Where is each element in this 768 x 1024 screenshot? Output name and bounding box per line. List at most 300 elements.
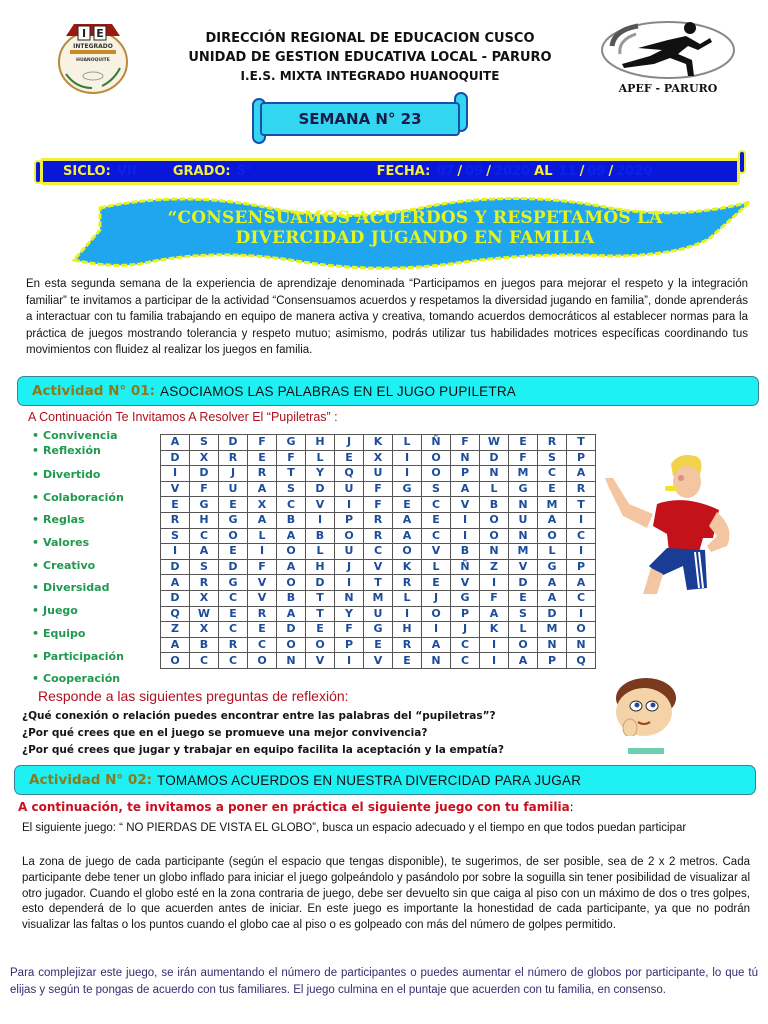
grid-cell[interactable]: N bbox=[480, 544, 509, 560]
grid-cell[interactable]: H bbox=[393, 622, 422, 638]
grid-cell[interactable]: V bbox=[248, 575, 277, 591]
grid-cell[interactable]: O bbox=[422, 606, 451, 622]
grado-label: GRADO: bbox=[172, 164, 231, 179]
word-item: • Divertido bbox=[32, 464, 147, 487]
grid-cell[interactable]: A bbox=[161, 637, 190, 653]
grid-cell[interactable]: I bbox=[451, 512, 480, 528]
grid-cell[interactable]: A bbox=[393, 512, 422, 528]
grid-cell[interactable]: V bbox=[248, 590, 277, 606]
grid-cell[interactable]: D bbox=[306, 481, 335, 497]
grid-cell[interactable]: Ñ bbox=[422, 435, 451, 451]
grid-cell[interactable]: I bbox=[567, 512, 596, 528]
grid-cell[interactable]: L bbox=[393, 590, 422, 606]
grid-cell[interactable]: J bbox=[422, 590, 451, 606]
grid-cell[interactable]: B bbox=[277, 512, 306, 528]
fecha-label: FECHA: bbox=[376, 164, 431, 179]
grid-row bbox=[161, 497, 596, 513]
grid-cell[interactable]: C bbox=[190, 528, 219, 544]
grid-cell[interactable]: D bbox=[190, 466, 219, 482]
activity-2-number: Actividad N° 02: bbox=[29, 772, 153, 788]
activity-1-name: ASOCIAMOS LAS PALABRAS EN EL JUGO PUPILETRA bbox=[160, 383, 516, 399]
word-item: • Colaboración bbox=[32, 487, 147, 510]
grid-cell[interactable]: J bbox=[335, 559, 364, 575]
grid-cell[interactable]: F bbox=[364, 497, 393, 513]
grid-cell[interactable]: X bbox=[248, 497, 277, 513]
crest-letter-e: E bbox=[96, 27, 104, 40]
grid-cell[interactable]: F bbox=[248, 559, 277, 575]
grid-cell[interactable]: W bbox=[190, 606, 219, 622]
svg-text:HUANOQUITE: HUANOQUITE bbox=[76, 58, 110, 63]
grid-cell[interactable]: O bbox=[480, 528, 509, 544]
grid-cell[interactable]: G bbox=[190, 497, 219, 513]
grid-cell[interactable]: A bbox=[277, 528, 306, 544]
grid-cell[interactable]: Y bbox=[306, 466, 335, 482]
grid-cell[interactable]: S bbox=[538, 450, 567, 466]
grid-cell[interactable]: X bbox=[190, 590, 219, 606]
grid-cell[interactable]: I bbox=[567, 606, 596, 622]
grid-cell[interactable]: O bbox=[567, 622, 596, 638]
grid-cell[interactable]: V bbox=[509, 559, 538, 575]
grid-cell[interactable]: U bbox=[335, 481, 364, 497]
grid-cell[interactable]: I bbox=[567, 544, 596, 560]
grid-row bbox=[161, 575, 596, 591]
grid-cell[interactable]: I bbox=[393, 466, 422, 482]
grid-cell[interactable]: A bbox=[393, 528, 422, 544]
grid-cell[interactable]: I bbox=[335, 497, 364, 513]
grid-cell[interactable]: D bbox=[161, 590, 190, 606]
grid-cell[interactable]: D bbox=[219, 435, 248, 451]
grid-cell[interactable]: C bbox=[248, 637, 277, 653]
grid-cell[interactable]: F bbox=[277, 450, 306, 466]
grid-cell[interactable]: A bbox=[567, 466, 596, 482]
grid-cell[interactable]: V bbox=[451, 575, 480, 591]
word-item: • Creativo bbox=[32, 555, 147, 578]
grid-cell[interactable]: V bbox=[422, 544, 451, 560]
grid-cell[interactable]: Q bbox=[161, 606, 190, 622]
grid-cell[interactable]: R bbox=[190, 575, 219, 591]
grid-cell[interactable]: O bbox=[538, 528, 567, 544]
fecha-from-month: 09 bbox=[465, 164, 484, 179]
grid-cell[interactable]: F bbox=[451, 435, 480, 451]
activity-1-subtitle: A Continuación Te Invitamos A Resolver El “Pupiletras” : bbox=[28, 410, 338, 424]
grid-cell[interactable]: N bbox=[422, 653, 451, 669]
grid-cell[interactable]: A bbox=[538, 575, 567, 591]
activity-1-number: Actividad N° 01: bbox=[32, 383, 156, 399]
grid-row bbox=[161, 435, 596, 451]
word-item: • Juego bbox=[32, 600, 147, 623]
grid-cell[interactable]: L bbox=[306, 544, 335, 560]
grid-cell[interactable]: T bbox=[567, 435, 596, 451]
grid-cell[interactable]: C bbox=[567, 528, 596, 544]
date-separator: / bbox=[486, 164, 491, 179]
grid-cell[interactable]: T bbox=[306, 590, 335, 606]
grid-cell[interactable]: F bbox=[335, 622, 364, 638]
grid-cell[interactable]: H bbox=[306, 559, 335, 575]
grid-cell[interactable]: S bbox=[509, 606, 538, 622]
word-item: • Diversidad bbox=[32, 577, 147, 600]
title-line-2: DIVERCIDAD JUGANDO EN FAMILIA bbox=[235, 228, 595, 248]
activity-2-subtitle bbox=[18, 800, 574, 814]
grid-cell[interactable]: N bbox=[277, 653, 306, 669]
grid-cell[interactable]: O bbox=[306, 637, 335, 653]
grid-cell[interactable]: C bbox=[277, 497, 306, 513]
grid-cell[interactable]: U bbox=[335, 544, 364, 560]
grid-cell[interactable]: G bbox=[277, 435, 306, 451]
grid-cell[interactable]: G bbox=[393, 481, 422, 497]
grid-cell[interactable]: R bbox=[538, 435, 567, 451]
grid-cell[interactable]: Ñ bbox=[451, 559, 480, 575]
game-intro: El siguiente juego: “ NO PIERDAS DE VISTA EL GLOBO”, busca un espacio adecuado y el tiempo en que todos puedan participar bbox=[22, 822, 687, 834]
grid-row bbox=[161, 544, 596, 560]
grid-cell[interactable]: R bbox=[219, 637, 248, 653]
word-item: • Reflexión bbox=[32, 443, 147, 458]
grid-cell[interactable]: D bbox=[277, 622, 306, 638]
grid-cell[interactable]: R bbox=[248, 466, 277, 482]
activity-title bbox=[70, 208, 760, 248]
grid-cell[interactable]: R bbox=[567, 481, 596, 497]
grid-cell[interactable]: A bbox=[538, 590, 567, 606]
grid-cell[interactable]: A bbox=[248, 512, 277, 528]
course-info-bar bbox=[34, 156, 746, 188]
grid-cell[interactable]: X bbox=[190, 622, 219, 638]
grid-cell[interactable]: H bbox=[306, 435, 335, 451]
grid-cell[interactable]: E bbox=[422, 512, 451, 528]
game-rules: La zona de juego de cada participante (según el espacio que tengas disponible), te sugerimos, de ser posible, sea de 2 x 2 metros. Cada participante debe tener un globo inflado para iniciar el juego golpeándolo y pasándolo por sobre la soguilla sin tener posibilidad de visualizar al otro jugador. Cuando el globo esté en la zona contraria de juego, debe ser devuelto sin que caiga al piso con un máximo de dos o tres golpes, esto dependerá de lo que acuerden antes de iniciar. En este juego es importante la honestidad de cada participante, ya que no podrán visualizar las faltas o los puntos cuando el globo cae al piso o es golpeado con más del número de golpes permitido. bbox=[22, 856, 750, 932]
date-separator: / bbox=[608, 164, 614, 179]
grid-cell[interactable]: R bbox=[364, 528, 393, 544]
grid-cell[interactable]: E bbox=[219, 497, 248, 513]
grid-cell[interactable]: M bbox=[538, 497, 567, 513]
grid-cell[interactable]: T bbox=[364, 575, 393, 591]
grid-cell[interactable]: U bbox=[364, 466, 393, 482]
grid-cell[interactable]: O bbox=[277, 544, 306, 560]
word-item: • Convivencia bbox=[32, 428, 147, 443]
activity-2-banner bbox=[14, 765, 756, 795]
grid-cell[interactable]: A bbox=[480, 606, 509, 622]
grid-row bbox=[161, 606, 596, 622]
grid-cell[interactable]: O bbox=[219, 528, 248, 544]
grid-cell[interactable]: V bbox=[364, 653, 393, 669]
grid-cell[interactable]: E bbox=[161, 497, 190, 513]
grid-cell[interactable]: V bbox=[364, 559, 393, 575]
grid-cell[interactable]: L bbox=[393, 435, 422, 451]
grid-row bbox=[161, 528, 596, 544]
grid-cell[interactable]: J bbox=[335, 435, 364, 451]
grid-cell[interactable]: R bbox=[248, 606, 277, 622]
grid-cell[interactable]: J bbox=[219, 466, 248, 482]
grid-row bbox=[161, 512, 596, 528]
header-institution bbox=[170, 30, 570, 84]
grid-cell[interactable]: O bbox=[335, 528, 364, 544]
grid-cell[interactable]: O bbox=[277, 575, 306, 591]
grid-cell[interactable]: B bbox=[306, 528, 335, 544]
grid-cell[interactable]: P bbox=[335, 637, 364, 653]
grid-cell[interactable]: C bbox=[219, 653, 248, 669]
grid-cell[interactable]: P bbox=[567, 450, 596, 466]
grid-cell[interactable]: I bbox=[161, 466, 190, 482]
grid-cell[interactable]: C bbox=[364, 544, 393, 560]
grid-cell[interactable]: M bbox=[364, 590, 393, 606]
grid-cell[interactable]: A bbox=[277, 559, 306, 575]
grid-cell[interactable]: O bbox=[480, 512, 509, 528]
grid-cell[interactable]: E bbox=[509, 435, 538, 451]
grid-cell[interactable]: P bbox=[567, 559, 596, 575]
grid-cell[interactable]: I bbox=[480, 575, 509, 591]
grid-cell[interactable]: I bbox=[480, 653, 509, 669]
grid-cell[interactable]: O bbox=[248, 653, 277, 669]
grid-cell[interactable]: E bbox=[538, 481, 567, 497]
grid-cell[interactable]: N bbox=[567, 637, 596, 653]
grid-cell[interactable]: V bbox=[306, 497, 335, 513]
svg-text:INTEGRADO: INTEGRADO bbox=[73, 43, 113, 50]
info-bar-body bbox=[40, 158, 740, 185]
fecha-from-day: 07 bbox=[436, 164, 455, 179]
grid-row bbox=[161, 466, 596, 482]
grid-cell[interactable]: T bbox=[277, 466, 306, 482]
grid-cell[interactable]: C bbox=[567, 590, 596, 606]
grid-cell[interactable]: A bbox=[538, 512, 567, 528]
grid-cell[interactable]: C bbox=[219, 590, 248, 606]
grid-cell[interactable]: X bbox=[190, 450, 219, 466]
grid-cell[interactable]: D bbox=[306, 575, 335, 591]
reflection-title: Responde a las siguientes preguntas de reflexión: bbox=[38, 688, 349, 704]
word-list bbox=[32, 428, 147, 691]
grid-cell[interactable]: Y bbox=[335, 606, 364, 622]
grid-cell[interactable]: I bbox=[393, 450, 422, 466]
grid-cell[interactable]: P bbox=[451, 466, 480, 482]
grid-cell[interactable]: N bbox=[509, 528, 538, 544]
grid-cell[interactable]: C bbox=[451, 637, 480, 653]
header-line-2: UNIDAD DE GESTION EDUCATIVA LOCAL - PARURO bbox=[188, 50, 552, 65]
header-line-3: I.E.S. MIXTA INTEGRADO HUANOQUITE bbox=[240, 69, 500, 83]
grid-cell[interactable]: A bbox=[422, 637, 451, 653]
grid-cell[interactable]: C bbox=[451, 653, 480, 669]
grid-cell[interactable]: H bbox=[190, 512, 219, 528]
grid-row bbox=[161, 559, 596, 575]
grid-row bbox=[161, 590, 596, 606]
grid-cell[interactable]: G bbox=[509, 481, 538, 497]
grid-cell[interactable]: A bbox=[190, 544, 219, 560]
week-scroll-banner bbox=[250, 92, 472, 148]
word-item: • Cooperación bbox=[32, 668, 147, 691]
grid-cell[interactable]: K bbox=[480, 622, 509, 638]
grid-cell[interactable]: I bbox=[393, 606, 422, 622]
grid-cell[interactable]: E bbox=[219, 606, 248, 622]
grid-cell[interactable]: I bbox=[306, 512, 335, 528]
grid-cell[interactable]: G bbox=[451, 590, 480, 606]
intro-paragraph: En esta segunda semana de la experiencia de aprendizaje denominada “Participamos en juegos para mejorar el respeto y la integración familiar” te invitamos a participar de la actividad “Consensuamos acuerdos y respetamos la diversidad jugando en familia”, donde aprenderás a interactuar con tu familia trabajando en equipo de manera activa y creativa, tomando acuerdos democráticos al establecer normas para la práctica de juegos mostrando tolerancia y respeto mutuo; asimismo, podrás utilizar tus habilidades motrices específicas coordinando tus movimientos con fluidez al realizar los juegos en familia. bbox=[26, 278, 748, 356]
grid-cell[interactable]: E bbox=[248, 450, 277, 466]
activity-2-subtitle-text: A continuación, te invitamos a poner en práctica el siguiente juego con tu familia bbox=[18, 800, 570, 814]
grid-cell[interactable]: I bbox=[480, 637, 509, 653]
grid-cell[interactable]: N bbox=[335, 590, 364, 606]
grid-cell[interactable]: M bbox=[538, 622, 567, 638]
grid-cell[interactable]: M bbox=[509, 466, 538, 482]
grid-cell[interactable]: D bbox=[219, 559, 248, 575]
grid-cell[interactable]: L bbox=[422, 559, 451, 575]
grid-cell[interactable]: L bbox=[538, 544, 567, 560]
siclo-label: SICLO: bbox=[63, 164, 111, 179]
grid-cell[interactable]: S bbox=[277, 481, 306, 497]
grid-cell[interactable]: E bbox=[364, 637, 393, 653]
grid-cell[interactable]: A bbox=[161, 435, 190, 451]
grado-value: 5° bbox=[236, 164, 253, 179]
grid-cell[interactable]: U bbox=[509, 512, 538, 528]
grid-cell[interactable]: S bbox=[422, 481, 451, 497]
grid-cell[interactable]: R bbox=[364, 512, 393, 528]
grid-cell[interactable]: D bbox=[538, 606, 567, 622]
grid-cell[interactable]: N bbox=[480, 466, 509, 482]
grid-cell[interactable]: I bbox=[335, 653, 364, 669]
grid-cell[interactable]: E bbox=[248, 622, 277, 638]
question-3: ¿Por qué crees que jugar y trabajar en equipo facilita la aceptación y la empatía? bbox=[22, 744, 504, 756]
grid-cell[interactable]: V bbox=[306, 653, 335, 669]
grid-cell[interactable]: D bbox=[161, 559, 190, 575]
grid-cell[interactable]: J bbox=[451, 622, 480, 638]
grid-cell[interactable]: T bbox=[567, 497, 596, 513]
word-item: • Participación bbox=[32, 646, 147, 669]
grid-cell[interactable]: F bbox=[364, 481, 393, 497]
grid-cell[interactable]: S bbox=[190, 435, 219, 451]
grid-cell[interactable]: E bbox=[306, 622, 335, 638]
grid-cell[interactable]: S bbox=[190, 559, 219, 575]
grid-cell[interactable]: X bbox=[364, 450, 393, 466]
activity-1-banner bbox=[17, 376, 759, 406]
grid-cell[interactable]: Z bbox=[161, 622, 190, 638]
grid-cell[interactable]: P bbox=[538, 653, 567, 669]
grid-cell[interactable]: A bbox=[161, 575, 190, 591]
grid-cell[interactable]: W bbox=[480, 435, 509, 451]
grid-cell[interactable]: O bbox=[509, 637, 538, 653]
grid-cell[interactable]: G bbox=[364, 622, 393, 638]
grid-cell[interactable]: E bbox=[335, 450, 364, 466]
grid-cell[interactable]: G bbox=[219, 512, 248, 528]
grid-cell[interactable]: Z bbox=[480, 559, 509, 575]
grid-cell[interactable]: F bbox=[190, 481, 219, 497]
grid-cell[interactable]: F bbox=[509, 450, 538, 466]
grid-cell[interactable]: T bbox=[306, 606, 335, 622]
grid-cell[interactable]: L bbox=[509, 622, 538, 638]
grid-cell[interactable]: P bbox=[451, 606, 480, 622]
grid-cell[interactable]: N bbox=[451, 450, 480, 466]
grid-row bbox=[161, 481, 596, 497]
grid-cell[interactable]: O bbox=[393, 544, 422, 560]
grid-row bbox=[161, 653, 596, 669]
grid-cell[interactable]: D bbox=[509, 575, 538, 591]
grid-cell[interactable]: C bbox=[538, 466, 567, 482]
grid-cell[interactable]: C bbox=[422, 528, 451, 544]
grid-cell[interactable]: E bbox=[393, 653, 422, 669]
grid-cell[interactable]: M bbox=[509, 544, 538, 560]
grid-cell[interactable]: B bbox=[277, 590, 306, 606]
grid-cell[interactable]: K bbox=[364, 435, 393, 451]
word-item: • Reglas bbox=[32, 509, 147, 532]
apef-paruro-logo bbox=[598, 18, 738, 96]
grid-cell[interactable]: V bbox=[161, 481, 190, 497]
grid-cell[interactable]: U bbox=[364, 606, 393, 622]
grid-cell[interactable]: R bbox=[161, 512, 190, 528]
grid-cell[interactable]: I bbox=[451, 528, 480, 544]
grid-row bbox=[161, 622, 596, 638]
date-separator: / bbox=[457, 164, 463, 179]
grid-cell[interactable]: Q bbox=[567, 653, 596, 669]
grid-cell[interactable]: A bbox=[248, 481, 277, 497]
grid-cell[interactable]: E bbox=[393, 497, 422, 513]
grid-cell[interactable]: D bbox=[161, 450, 190, 466]
closing-paragraph: Para complejizar este juego, se irán aumentando el número de participantes o puedes aumentar el número de globos por participante, lo que tú elijas y según te pongas de acuerdo con tus familiares. El juego culmina en el puntaje que acuerden con tu familia, en consenso. bbox=[10, 967, 758, 996]
grid-cell[interactable]: E bbox=[219, 544, 248, 560]
siclo-value: VII bbox=[116, 164, 137, 179]
grid-cell[interactable]: C bbox=[422, 497, 451, 513]
grid-cell[interactable]: N bbox=[509, 497, 538, 513]
grid-cell[interactable]: A bbox=[277, 606, 306, 622]
grid-cell[interactable]: E bbox=[509, 590, 538, 606]
grid-cell[interactable]: G bbox=[538, 559, 567, 575]
grid-cell[interactable]: A bbox=[451, 481, 480, 497]
grid-cell[interactable]: I bbox=[248, 544, 277, 560]
grid-cell[interactable]: I bbox=[335, 575, 364, 591]
grid-cell[interactable]: O bbox=[422, 450, 451, 466]
grid-cell[interactable]: R bbox=[219, 450, 248, 466]
grid-cell[interactable]: B bbox=[480, 497, 509, 513]
grid-cell[interactable]: A bbox=[509, 653, 538, 669]
boy-whistle-illustration bbox=[595, 448, 755, 598]
grid-cell[interactable]: L bbox=[248, 528, 277, 544]
grid-cell[interactable]: F bbox=[248, 435, 277, 451]
activity-2-name: TOMAMOS ACUERDOS EN NUESTRA DIVERCIDAD PARA JUGAR bbox=[157, 772, 582, 788]
grid-cell[interactable]: P bbox=[335, 512, 364, 528]
grid-cell[interactable]: N bbox=[538, 637, 567, 653]
crest-letter-i: I bbox=[81, 27, 87, 40]
grid-cell[interactable]: D bbox=[480, 450, 509, 466]
week-label: SEMANA N° 23 bbox=[260, 102, 460, 136]
grid-cell[interactable]: R bbox=[393, 575, 422, 591]
grid-row bbox=[161, 450, 596, 466]
grid-cell[interactable]: Q bbox=[335, 466, 364, 482]
reflection-questions bbox=[22, 708, 602, 759]
grid-cell[interactable]: S bbox=[161, 528, 190, 544]
grid-cell[interactable]: I bbox=[422, 622, 451, 638]
grid-cell[interactable]: G bbox=[219, 575, 248, 591]
grid-cell[interactable]: I bbox=[161, 544, 190, 560]
grid-cell[interactable]: B bbox=[190, 637, 219, 653]
activity-title-banner bbox=[70, 194, 760, 272]
grid-cell[interactable]: K bbox=[393, 559, 422, 575]
grid-cell[interactable]: R bbox=[393, 637, 422, 653]
al-label: AL bbox=[534, 164, 553, 179]
fecha-to-day: 11 bbox=[558, 164, 577, 179]
grid-cell[interactable]: C bbox=[190, 653, 219, 669]
grid-cell[interactable]: B bbox=[451, 544, 480, 560]
grid-cell[interactable]: O bbox=[161, 653, 190, 669]
grid-cell[interactable]: F bbox=[480, 590, 509, 606]
grid-cell[interactable]: O bbox=[277, 637, 306, 653]
grid-cell[interactable]: U bbox=[219, 481, 248, 497]
word-item: • Equipo bbox=[32, 623, 147, 646]
school-crest-logo bbox=[52, 18, 134, 96]
fecha-to-month: 09 bbox=[587, 164, 606, 179]
apef-caption: APEF - PARURO bbox=[618, 82, 718, 95]
grid-cell[interactable]: O bbox=[422, 466, 451, 482]
grid-cell[interactable]: V bbox=[451, 497, 480, 513]
grid-cell[interactable]: E bbox=[422, 575, 451, 591]
date-separator: / bbox=[579, 164, 585, 179]
grid-cell[interactable]: C bbox=[219, 622, 248, 638]
grid-cell[interactable]: L bbox=[480, 481, 509, 497]
header-line-1: DIRECCIÓN REGIONAL DE EDUCACION CUSCO bbox=[205, 31, 535, 46]
grid-cell[interactable]: L bbox=[306, 450, 335, 466]
grid-cell[interactable]: A bbox=[567, 575, 596, 591]
